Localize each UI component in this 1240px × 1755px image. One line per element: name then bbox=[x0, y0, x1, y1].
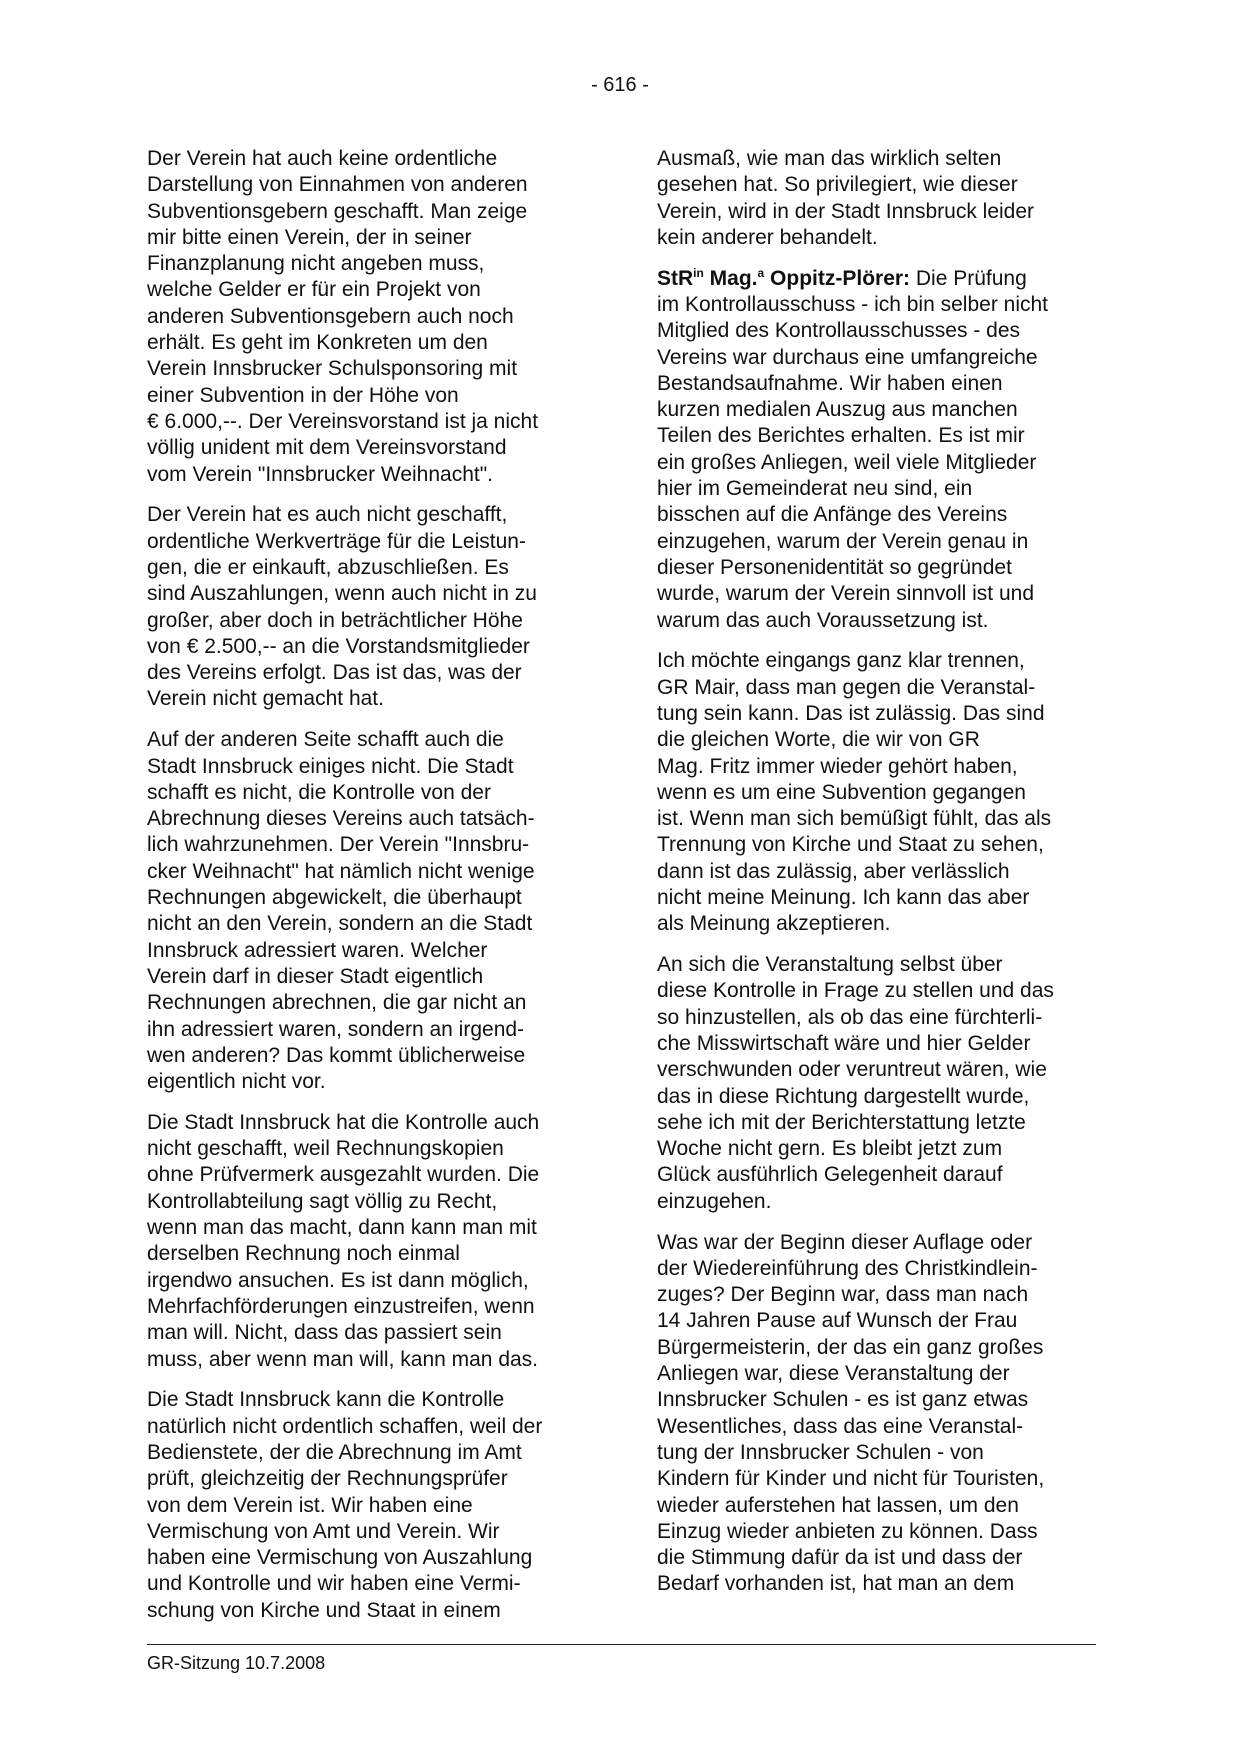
speaker-title-suffix: in bbox=[693, 265, 704, 280]
footer-divider bbox=[147, 1644, 1096, 1645]
paragraph: Auf der anderen Seite schafft auch die Stadt Innsbruck einiges nicht. Die Stadt schafft es nicht, die Kontrolle von der Abrechnung dieses Vereins auch tatsäch- lich wahrzunehmen. Der Verein "Innsbru- cker Weihnacht" hat nämlich nicht wenige Rechnungen abgewickelt, die überhaupt nicht an den Verein, sondern an die Stadt Innsbruck adressiert waren. Welcher Verein darf in dieser Stadt eigentlich Rechnungen abrechnen, die gar nicht an ihn adressiert waren, sondern an irgend- wen anderen? Das kommt üblicherweise eigentlich nicht vor. bbox=[147, 728, 535, 1094]
speaker-surname: Oppitz-Plörer: bbox=[764, 266, 911, 290]
right-column bbox=[657, 146, 1097, 1612]
speaker-title: StR bbox=[657, 266, 694, 290]
left-column bbox=[147, 146, 587, 1639]
paragraph: Die Stadt Innsbruck hat die Kontrolle auch nicht geschafft, weil Rechnungskopien ohne Prüfvermerk ausgezahlt wurden. Die Kontrollabteilung sagt völlig zu Recht, wenn man das macht, dann kann man mit derselben Rechnung noch einmal irgendwo ansuchen. Es ist dann möglich, Mehrfachförderungen einzustreifen, wenn man will. Nicht, dass das passiert sein muss, aber wenn man will, kann man das. bbox=[147, 1110, 540, 1371]
page-number: - 616 - bbox=[591, 74, 649, 96]
speaker-name bbox=[657, 267, 910, 290]
paragraph: Der Verein hat es auch nicht geschafft, ordentliche Werkverträge für die Leistun- gen, die er einkauft, abzuschließen. Es sind Auszahlungen, wenn auch nicht in zu großer, aber doch in beträchtlicher Höhe von € 2.500,-- an die Vorstandsmitglieder des Vereins erfolgt. Das ist das, was der Verein nicht gemacht hat. bbox=[147, 503, 537, 711]
paragraph: Der Verein hat auch keine ordentliche Darstellung von Einnahmen von anderen Subventionsgebern geschafft. Man zeige mir bitte einen Verein, der in seiner Finanzplanung nicht angeben muss, welche Gelder er für ein Projekt von anderen Subventionsgebern auch noch erhält. Es geht im Konkreten um den Verein Innsbrucker Schulsponsoring mit einer Subvention in der Höhe von € 6.000,--. Der Vereinsvorstand ist ja nicht völlig unident mit dem Vereinsvorstand vom Verein "Innsbrucker Weihnacht". bbox=[147, 147, 539, 486]
speaker-paragraph bbox=[657, 266, 1097, 634]
speaker-degree-suffix: a bbox=[757, 265, 765, 280]
footer-session-date: GR-Sitzung 10.7.2008 bbox=[147, 1653, 326, 1673]
paragraph: Was war der Beginn dieser Auflage oder der Wiedereinführung des Christkindlein- zuges? Der Beginn war, dass man nach 14 Jahren Pause auf Wunsch der Frau Bürgermeisterin, der das ein ganz großes Anliegen war, diese Veranstaltung der Innsbrucker Schulen - es ist ganz etwas Wesentliches, dass das eine Veranstal- tung der Innsbrucker Schulen - von Kindern für Kinder und nicht für Touristen, wieder auferstehen hat lassen, um den Einzug wieder anbieten zu können. Dass die Stimmung dafür da ist und dass der Bedarf vorhanden ist, hat man an dem bbox=[657, 1230, 1045, 1596]
paragraph: Ich möchte eingangs ganz klar trennen, GR Mair, dass man gegen die Veranstal- tung sein kann. Das ist zulässig. Das sind die gleichen Worte, die wir von GR Mag. Fritz immer wieder gehört haben, wenn es um eine Subvention gegangen ist. Wenn man sich bemüßigt fühlt, das als Trennung von Kirche und Staat zu sehen, dann ist das zulässig, aber verlässlich nicht meine Meinung. Ich kann das aber als Meinung akzeptieren. bbox=[657, 649, 1052, 936]
speaker-text: Die Prüfung im Kontrollausschuss - ich bin selber nicht Mitglied des Kontrollausschusses - des Vereins war durchaus eine umfangreiche Bestandsaufnahme. Wir haben einen kurzen medialen Auszug aus manchen Teilen des Berichtes erhalten. Es ist mir ein großes Anliegen, weil viele Mitglieder hier im Gemeinderat neu sind, ein bisschen auf die Anfänge des Vereins einzugehen, warum der Verein genau in dieser Personenidentität so gegründet wurde, warum der Verein sinnvoll ist und warum das auch Voraussetzung ist. bbox=[657, 266, 1049, 632]
paragraph: An sich die Veranstaltung selbst über diese Kontrolle in Frage zu stellen und das so hinzustellen, als ob das eine fürchterli- che Misswirtschaft wäre und hier Gelder verschwunden oder veruntreut wären, wie das in diese Richtung dargestellt wurde, sehe ich mit der Berichterstattung letzte Woche nicht gern. Es bleibt jetzt zum Glück ausführlich Gelegenheit darauf einzugehen. bbox=[657, 953, 1054, 1213]
speaker-degree: Mag. bbox=[703, 266, 758, 290]
paragraph: Die Stadt Innsbruck kann die Kontrolle natürlich nicht ordentlich schaffen, weil der Bedienstete, der die Abrechnung im Amt prüft, gleichzeitig der Rechnungsprüfer von dem Verein ist. Wir haben eine Vermischung von Amt und Verein. Wir haben eine Vermischung von Auszahlung und Kontrolle und wir haben eine Vermi- schung von Kirche und Staat in einem bbox=[147, 1388, 543, 1622]
paragraph: Ausmaß, wie man das wirklich selten gesehen hat. So privilegiert, wie dieser Verein, wird in der Stadt Innsbruck leider kein anderer behandelt. bbox=[657, 147, 1035, 249]
